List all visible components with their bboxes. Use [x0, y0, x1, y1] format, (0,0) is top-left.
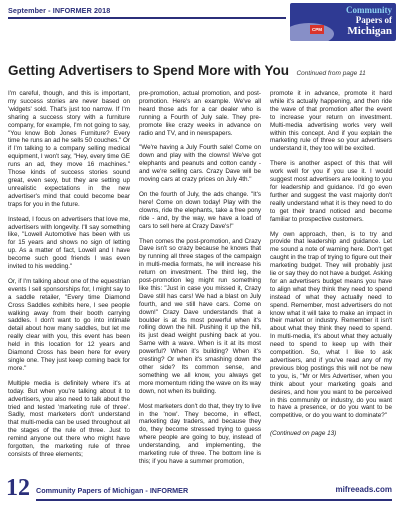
article-column-1	[8, 90, 130, 466]
header-rule	[8, 17, 286, 19]
paragraph: On the fourth of July, the ads change. "It's here! Come on down today! Play with the clowns, ride the elephants, take a free pony ride - and, by the way, we have a load of cars to sell here at Crazy Dave's!"	[139, 190, 261, 230]
headline-text: Getting Advertisers to Spend More with You	[8, 63, 290, 78]
publication-name: Community Papers of Michigan - INFORMER	[36, 486, 189, 495]
logo-line-1: Community	[345, 5, 392, 15]
paragraph: Then comes the post-promotion, and Crazy Dave isn't so crazy because he knows that by running all three stages of the campaign in multi-media formats, he will increase his return on investment. The third leg, the post-promotion leg might run something like this: "Just in case you missed it, Crazy Dave still has cars! We had a blast on July fourth, and we still have cars. Come on down!" Crazy Dave understands that a boulder is at its most powerful when it's rolling down the hill. Pushing it up the hill, its just dead weight pushing back at you. Same with a wave. When is it at its most powerful? When it's building? When it's cresting? Or when it's smashing down the other side? Its common sense, and something we all know, you always get more momentum riding the wave on its way down, not when its building.	[139, 237, 261, 395]
article-column-3	[270, 90, 392, 438]
paragraph: Most marketers don't do that, they try to live in the 'now'. They become, in effect, marketing day traders, and because they do, they become stressed trying to guess where people are going to buy, instead of understanding, and implementing, the marketing rule of three. The bottom line is this; if you have a summer promotion,	[139, 402, 261, 465]
paragraph: pre-promotion, actual promotion, and post-promotion. Here's an example. We've all heard those ads for a car dealer who is running a Fourth of July sale. They pre-promote like crazy weeks in advance on radio and TV, and in newspapers.	[139, 90, 261, 137]
paragraph: Multiple media is definitely where it's at today. But when you're talking about it to advertisers, you also need to talk about the tried and tested 'marketing rule of three'. Sadly, most marketers don't understand that multi-media can be used throughout all the stages of the rule of three. Just to remind anyone out there who might have forgotten, the marketing rule of three consists of three elements;	[8, 379, 130, 458]
paragraph: Or, if I'm talking about one of the equestrian events I sell sponsorships for, I might say to a saddle retailer, "Every time Diamond Cross Saddles exhibits here, I see people walking away from their booth carrying saddles. I don't want to go into intimate detail about how many saddles, but let me really clear with you, this event has been held in this location for 12 years and Diamond Cross has been here for every single one. They just keep coming back for more."	[8, 277, 130, 372]
logo-badge: CPM	[312, 27, 322, 32]
website-link[interactable]: mifreeads.com	[335, 485, 392, 494]
community-papers-logo	[290, 3, 396, 41]
paragraph: "We're having a July Fourth sale! Come on down and play with the clowns! We've got elephants and peanuts and cotton candy - and we're selling cars. Crazy Dave will be moving cars at crazy prices on July 4th."	[139, 144, 261, 184]
logo-line-3: Michigan	[347, 25, 392, 37]
paragraph: There is another aspect of this that will work well for you if you use it. I would suggest most advertisers are looking to you for leadership and guidance. I'd go even further and suggest the vast majority don't really understand what it is they need to do to get their brand noticed and become familiar to prospective customers.	[270, 160, 392, 223]
continued-from-note: Continued from page 11	[296, 70, 366, 77]
paragraph: Instead, I focus on advertisers that love me, advertisers with longevity. I'll say something like, "Lowell Automotive has been with us for 15 years and shows no sign of letting up. As a matter of fact, Lowell and I have become such good friends I was even invited to his wedding."	[8, 215, 130, 271]
paragraph: My own approach, then, is to try and provide that leadership and guidance. Let me sound a note of warning here. Don't get caught in the trap of trying to figure out their marketing budget. They will probably just lie or say they do not have a budget. Asking for an advertisers budget means you have to align what they think they need to spend instead of what they actually need to spend. Remember, most advertisers do not know what it will take to make an impact in their market or industry. Remember it isn't about what they think they need to spend. In multi-media, it's about what they actually need to spend to keep up with their competition. So, what I like to ask advertisers, and if you've read any of my previous blog postings this will not be new to you, is, "Mr or Mrs Advertiser, when you think about your marketing goals and desires, and how you want to be perceived in this community or industry, do you want to have a presence, or do you want to be competitive, or do you want to dominate?"	[270, 230, 392, 420]
issue-date: September - INFORMER 2018	[8, 6, 111, 15]
page-footer	[0, 473, 400, 514]
page-header	[0, 0, 400, 44]
paragraph: promote it in advance, promote it hard while it's actually happening, and then ride the wave of that promotion after the event to increase your return on investment. Multi-media advertising works very well within this concept. And if you explain the marketing rule of three so your advertisers understand it, they too will be excited.	[270, 90, 392, 153]
article-column-2	[139, 90, 261, 473]
article-body	[8, 90, 392, 470]
page-number: 12	[6, 475, 30, 501]
paragraph: I'm careful, though, and this is important, my success stories are never based on 'widgets' sold. That's just too narrow. If I'm sharing a success story with a furniture company, for example, I'm not going to say, "You know Bob Jones Furniture? Every time he runs an ad he sells 50 couches." Or if I'm talking to a company selling medical equipment, I won't say, "Hey, every time GE runs an ad, they move 16 machines." Those kinds of success stories sound great, even sexy, but they are setting up unrealistic expectations in the new advertiser's mind that could become bear traps for you in the future.	[8, 90, 130, 208]
article-headline	[8, 62, 398, 80]
continued-on-note: (Continued on page 13)	[270, 430, 337, 438]
logo-line-2: Papers of	[355, 15, 392, 25]
footer-rule	[36, 499, 392, 501]
